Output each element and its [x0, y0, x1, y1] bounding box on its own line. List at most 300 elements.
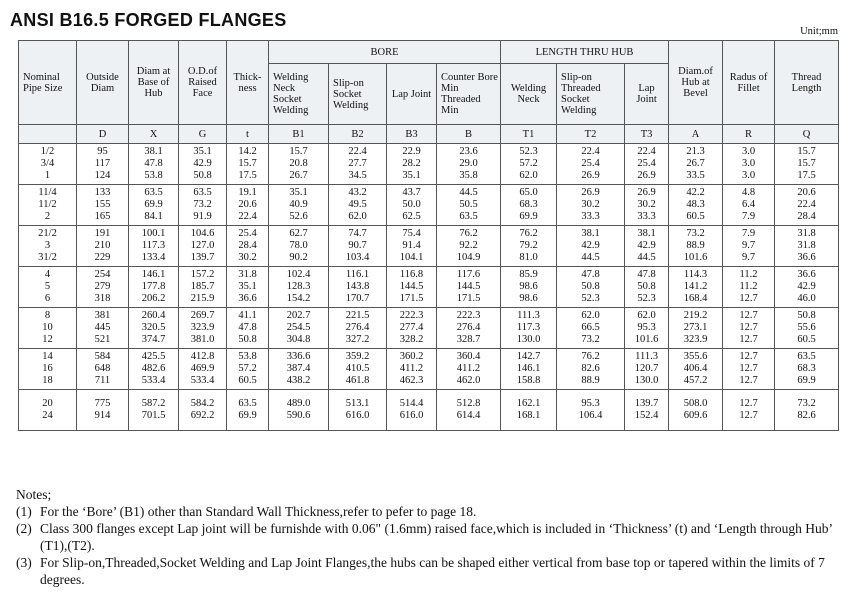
cell-value: 154.2 — [286, 293, 311, 304]
table-cell — [501, 308, 557, 349]
cell-value: 222.3 — [399, 310, 424, 321]
cell-value: 52.3 — [519, 146, 538, 157]
table-cell — [77, 226, 129, 267]
cell-value: 7.9 — [741, 211, 756, 222]
symbol-cell: T1 — [501, 125, 557, 144]
table-cell — [227, 349, 269, 390]
cell-value: 69.9 — [797, 375, 816, 386]
cell-value: 26.7 — [686, 158, 705, 169]
cell-value: 411.2 — [399, 363, 424, 374]
cell-value: 60.5 — [238, 375, 257, 386]
cell-value: 40.9 — [289, 199, 308, 210]
table-cell — [723, 185, 775, 226]
cell-value: 117 — [94, 158, 111, 169]
table-cell — [329, 267, 387, 308]
table-row — [19, 349, 839, 390]
cell-value: 31/2 — [38, 252, 57, 263]
table-cell — [557, 226, 625, 267]
cell-value: 33.3 — [637, 211, 656, 222]
cell-value: 276.4 — [345, 322, 370, 333]
header-diam-hub-bevel: Diam.of Hub at Bevel — [669, 41, 723, 125]
symbol-cell: A — [669, 125, 723, 144]
cell-value: 482.6 — [141, 363, 166, 374]
cell-value: 62.0 — [348, 211, 367, 222]
table-cell — [437, 308, 501, 349]
cell-value: 229 — [94, 252, 111, 263]
pipe-size-cell — [19, 226, 77, 267]
cell-value: 17.5 — [238, 170, 257, 181]
cell-value: 104.1 — [399, 252, 424, 263]
cell-value: 584.2 — [190, 398, 215, 409]
cell-value: 22.4 — [581, 146, 600, 157]
cell-value: 584 — [94, 351, 111, 362]
cell-value: 11/2 — [38, 199, 57, 210]
table-cell — [557, 349, 625, 390]
cell-value: 91.9 — [193, 211, 212, 222]
cell-value: 57.2 — [519, 158, 538, 169]
table-cell — [775, 226, 839, 267]
table-cell — [625, 267, 669, 308]
table-cell — [557, 308, 625, 349]
cell-value: 31.8 — [238, 269, 257, 280]
table-cell — [387, 308, 437, 349]
cell-value: 35.1 — [238, 281, 257, 292]
cell-value: 3/4 — [40, 158, 55, 169]
cell-value: 63.5 — [459, 211, 478, 222]
cell-value: 360.4 — [456, 351, 481, 362]
table-cell — [129, 267, 179, 308]
table-cell — [723, 390, 775, 431]
cell-value: 60.5 — [686, 211, 705, 222]
cell-value: 42.2 — [686, 187, 705, 198]
table-cell — [77, 390, 129, 431]
cell-value: 133.4 — [141, 252, 166, 263]
table-row — [19, 144, 839, 185]
cell-value: 88.9 — [686, 240, 705, 251]
cell-value: 438.2 — [286, 375, 311, 386]
cell-value: 168.1 — [516, 410, 541, 421]
table-cell — [269, 349, 329, 390]
cell-value: 590.6 — [286, 410, 311, 421]
cell-value: 609.6 — [683, 410, 708, 421]
cell-value: 38.1 — [581, 228, 600, 239]
cell-value: 616.0 — [345, 410, 370, 421]
cell-value: 146.1 — [141, 269, 166, 280]
cell-value: 158.8 — [516, 375, 541, 386]
table-cell — [723, 226, 775, 267]
table-cell — [501, 267, 557, 308]
cell-value: 47.8 — [581, 269, 600, 280]
table-cell — [179, 390, 227, 431]
table-cell — [775, 267, 839, 308]
header-len-welding-neck: Welding Neck — [501, 64, 557, 125]
table-cell — [437, 226, 501, 267]
cell-value: 168.4 — [683, 293, 708, 304]
cell-value: 469.9 — [190, 363, 215, 374]
cell-value: 73.2 — [797, 398, 816, 409]
cell-value: 25.4 — [637, 158, 656, 169]
symbol-cell: G — [179, 125, 227, 144]
note-text: For Slip-on,Threaded,Socket Welding and Lap Joint Flanges,the hubs can be shaped either vertical from base top or tapered within the limits of 7 degrees. — [40, 555, 825, 587]
cell-value: 381.0 — [190, 334, 215, 345]
header-nominal-pipe-size: Nominal Pipe Size — [19, 41, 77, 125]
cell-value: 222.3 — [456, 310, 481, 321]
note-item — [16, 520, 836, 554]
table-cell — [329, 349, 387, 390]
cell-value: 103.4 — [345, 252, 370, 263]
cell-value: 323.9 — [683, 334, 708, 345]
cell-value: 412.8 — [190, 351, 215, 362]
cell-value: 269.7 — [190, 310, 215, 321]
table-cell — [129, 349, 179, 390]
table-cell — [775, 308, 839, 349]
cell-value: 3.0 — [741, 170, 756, 181]
table-cell — [77, 308, 129, 349]
cell-value: 327.2 — [345, 334, 370, 345]
cell-value: 20.8 — [289, 158, 308, 169]
cell-value: 75.4 — [402, 228, 421, 239]
cell-value: 47.8 — [144, 158, 163, 169]
cell-value: 73.2 — [686, 228, 705, 239]
table-cell — [775, 349, 839, 390]
cell-value: 95 — [97, 146, 108, 157]
table-cell — [775, 144, 839, 185]
header-outside-diam: Outside Diam — [77, 41, 129, 125]
cell-value: 202.7 — [286, 310, 311, 321]
cell-value: 359.2 — [345, 351, 370, 362]
cell-value: 12.7 — [739, 375, 758, 386]
table-cell — [269, 226, 329, 267]
cell-value: 320.5 — [141, 322, 166, 333]
cell-value: 50.8 — [193, 170, 212, 181]
cell-value: 82.6 — [581, 363, 600, 374]
header-thread-length: Thread Length — [775, 41, 839, 125]
table-cell — [437, 267, 501, 308]
cell-value: 260.4 — [141, 310, 166, 321]
cell-value: 9.7 — [741, 240, 756, 251]
cell-value: 7.9 — [741, 228, 756, 239]
cell-value: 171.5 — [456, 293, 481, 304]
cell-value: 328.7 — [456, 334, 481, 345]
symbol-cell: X — [129, 125, 179, 144]
table-cell — [437, 349, 501, 390]
cell-value: 14 — [42, 351, 53, 362]
cell-value: 277.4 — [399, 322, 424, 333]
table-cell — [129, 390, 179, 431]
table-cell — [387, 267, 437, 308]
table-cell — [179, 226, 227, 267]
cell-value: 279 — [94, 281, 111, 292]
table-cell — [269, 144, 329, 185]
table-cell — [387, 185, 437, 226]
table-body — [19, 144, 839, 431]
table-cell — [625, 390, 669, 431]
cell-value: 117.3 — [141, 240, 166, 251]
table-cell — [227, 226, 269, 267]
cell-value: 65.0 — [519, 187, 538, 198]
cell-value: 48.3 — [686, 199, 705, 210]
cell-value: 79.2 — [519, 240, 538, 251]
pipe-size-cell — [19, 267, 77, 308]
cell-value: 508.0 — [683, 398, 708, 409]
notes-title: Notes; — [16, 487, 52, 502]
table-cell — [179, 267, 227, 308]
cell-value: 26.9 — [581, 187, 600, 198]
cell-value: 50.8 — [797, 310, 816, 321]
cell-value: 170.7 — [345, 293, 370, 304]
cell-value: 221.5 — [345, 310, 370, 321]
cell-value: 15.7 — [797, 146, 816, 157]
cell-value: 512.8 — [456, 398, 481, 409]
symbol-cell: R — [723, 125, 775, 144]
cell-value: 43.7 — [402, 187, 421, 198]
cell-value: 85.9 — [519, 269, 538, 280]
cell-value: 52.3 — [581, 293, 600, 304]
cell-value: 120.7 — [634, 363, 659, 374]
cell-value: 28.4 — [797, 211, 816, 222]
table-cell — [557, 390, 625, 431]
table-cell — [227, 390, 269, 431]
cell-value: 15.7 — [238, 158, 257, 169]
table-cell — [669, 349, 723, 390]
cell-value: 20 — [42, 398, 53, 409]
cell-value: 25.4 — [581, 158, 600, 169]
cell-value: 114.3 — [683, 269, 708, 280]
table-cell — [669, 144, 723, 185]
cell-value: 69.9 — [238, 410, 257, 421]
table-cell — [723, 144, 775, 185]
header-bore-slipon: Slip-on Socket Welding — [329, 64, 387, 125]
cell-value: 141.2 — [683, 281, 708, 292]
cell-value: 52.3 — [637, 293, 656, 304]
cell-value: 6.4 — [741, 199, 756, 210]
table-cell — [329, 226, 387, 267]
unit-label: Unit;mm — [800, 26, 838, 37]
cell-value: 11.2 — [739, 281, 758, 292]
table-cell — [669, 308, 723, 349]
cell-value: 98.6 — [519, 281, 538, 292]
cell-value: 50.8 — [581, 281, 600, 292]
cell-value: 47.8 — [637, 269, 656, 280]
table-cell — [269, 267, 329, 308]
cell-value: 104.9 — [456, 252, 481, 263]
table-cell — [723, 267, 775, 308]
cell-value: 411.2 — [456, 363, 481, 374]
cell-value: 12.7 — [739, 310, 758, 321]
cell-value: 210 — [94, 240, 111, 251]
cell-value: 106.4 — [578, 410, 603, 421]
cell-value: 42.9 — [797, 281, 816, 292]
cell-value: 101.6 — [683, 252, 708, 263]
cell-value: 76.2 — [581, 351, 600, 362]
pipe-size-cell — [19, 144, 77, 185]
cell-value: 63.5 — [797, 351, 816, 362]
cell-value: 62.0 — [519, 170, 538, 181]
cell-value: 102.4 — [286, 269, 311, 280]
table-cell — [437, 144, 501, 185]
cell-value: 17.5 — [797, 170, 816, 181]
table-cell — [625, 226, 669, 267]
cell-value: 276.4 — [456, 322, 481, 333]
header-thickness: Thick-ness — [227, 41, 269, 125]
cell-value: 55.6 — [797, 322, 816, 333]
cell-value: 31.8 — [797, 228, 816, 239]
cell-value: 3 — [44, 240, 51, 251]
cell-value: 78.0 — [289, 240, 308, 251]
cell-value: 4 — [44, 269, 51, 280]
cell-value: 49.5 — [348, 199, 367, 210]
cell-value: 44.5 — [459, 187, 478, 198]
table-cell — [269, 308, 329, 349]
cell-value: 35.1 — [193, 146, 212, 157]
table-cell — [557, 144, 625, 185]
cell-value: 5 — [44, 281, 51, 292]
cell-value: 44.5 — [581, 252, 600, 263]
table-cell — [669, 226, 723, 267]
cell-value: 27.7 — [348, 158, 367, 169]
cell-value: 84.1 — [144, 211, 163, 222]
cell-value: 12.7 — [739, 363, 758, 374]
cell-value: 521 — [94, 334, 111, 345]
cell-value: 63.5 — [144, 187, 163, 198]
cell-value: 68.3 — [519, 199, 538, 210]
table-cell — [775, 390, 839, 431]
cell-value: 19.1 — [238, 187, 257, 198]
table-cell — [387, 144, 437, 185]
pipe-size-cell — [19, 185, 77, 226]
cell-value: 616.0 — [399, 410, 424, 421]
table-cell — [329, 390, 387, 431]
page-title: ANSI B16.5 FORGED FLANGES — [10, 10, 287, 30]
cell-value: 489.0 — [286, 398, 311, 409]
cell-value: 47.8 — [238, 322, 257, 333]
cell-value: 152.4 — [634, 410, 659, 421]
cell-value: 12.7 — [739, 293, 758, 304]
pipe-size-cell — [19, 349, 77, 390]
notes-section — [16, 486, 836, 588]
note-item — [16, 554, 836, 588]
cell-value: 355.6 — [683, 351, 708, 362]
cell-value: 20.6 — [238, 199, 257, 210]
table-cell — [625, 349, 669, 390]
table-cell — [501, 185, 557, 226]
table-cell — [625, 308, 669, 349]
table-cell — [625, 144, 669, 185]
cell-value: 3.0 — [741, 146, 756, 157]
cell-value: 26.9 — [637, 187, 656, 198]
symbol-cell: t — [227, 125, 269, 144]
table-cell — [77, 267, 129, 308]
cell-value: 130.0 — [516, 334, 541, 345]
cell-value: 461.8 — [345, 375, 370, 386]
cell-value: 22.4 — [348, 146, 367, 157]
cell-value: 53.8 — [238, 351, 257, 362]
cell-value: 44.5 — [637, 252, 656, 263]
symbol-cell: T2 — [557, 125, 625, 144]
note-number: (1) — [16, 504, 32, 519]
table-row — [19, 267, 839, 308]
cell-value: 68.3 — [797, 363, 816, 374]
cell-value: 69.9 — [144, 199, 163, 210]
table-cell — [77, 144, 129, 185]
cell-value: 38.1 — [637, 228, 656, 239]
cell-value: 104.6 — [190, 228, 215, 239]
cell-value: 91.4 — [402, 240, 421, 251]
cell-value: 10 — [42, 322, 53, 333]
cell-value: 43.2 — [348, 187, 367, 198]
table-cell — [501, 349, 557, 390]
cell-value: 34.5 — [348, 170, 367, 181]
cell-value: 410.5 — [345, 363, 370, 374]
cell-value: 191 — [94, 228, 111, 239]
table-cell — [723, 349, 775, 390]
cell-value: 95.3 — [637, 322, 656, 333]
cell-value: 29.0 — [459, 158, 478, 169]
cell-value: 614.4 — [456, 410, 481, 421]
header-diam-base-hub: Diam at Base of Hub — [129, 41, 179, 125]
table-cell — [129, 226, 179, 267]
cell-value: 1/2 — [40, 146, 55, 157]
table-cell — [179, 308, 227, 349]
cell-value: 12.7 — [739, 334, 758, 345]
cell-value: 425.5 — [141, 351, 166, 362]
cell-value: 1 — [44, 170, 51, 181]
cell-value: 90.7 — [348, 240, 367, 251]
cell-value: 36.6 — [797, 269, 816, 280]
cell-value: 30.2 — [637, 199, 656, 210]
cell-value: 11/4 — [38, 187, 57, 198]
note-number: (2) — [16, 521, 32, 536]
cell-value: 692.2 — [190, 410, 215, 421]
cell-value: 457.2 — [683, 375, 708, 386]
symbol-cell: B1 — [269, 125, 329, 144]
cell-value: 701.5 — [141, 410, 166, 421]
cell-value: 133 — [94, 187, 111, 198]
table-cell — [129, 144, 179, 185]
cell-value: 81.0 — [519, 252, 538, 263]
cell-value: 3.0 — [741, 158, 756, 169]
table-cell — [269, 185, 329, 226]
cell-value: 12.7 — [739, 410, 758, 421]
cell-value: 336.6 — [286, 351, 311, 362]
table-row — [19, 185, 839, 226]
cell-value: 323.9 — [190, 322, 215, 333]
cell-value: 12.7 — [739, 351, 758, 362]
symbol-cell: T3 — [625, 125, 669, 144]
cell-value: 50.5 — [459, 199, 478, 210]
cell-value: 35.8 — [459, 170, 478, 181]
cell-value: 42.9 — [637, 240, 656, 251]
table-cell — [227, 185, 269, 226]
cell-value: 157.2 — [190, 269, 215, 280]
table-cell — [387, 390, 437, 431]
cell-value: 219.2 — [683, 310, 708, 321]
cell-value: 513.1 — [345, 398, 370, 409]
cell-value: 8 — [44, 310, 51, 321]
cell-value: 92.2 — [459, 240, 478, 251]
cell-value: 12.7 — [739, 398, 758, 409]
table-cell — [387, 226, 437, 267]
cell-value: 57.2 — [238, 363, 257, 374]
cell-value: 165 — [94, 211, 111, 222]
cell-value: 462.0 — [456, 375, 481, 386]
table-row — [19, 308, 839, 349]
symbol-cell: D — [77, 125, 129, 144]
cell-value: 88.9 — [581, 375, 600, 386]
cell-value: 24 — [42, 410, 53, 421]
table-row — [19, 226, 839, 267]
header-bore-counter: Counter Bore Min Threaded Min — [437, 64, 501, 125]
